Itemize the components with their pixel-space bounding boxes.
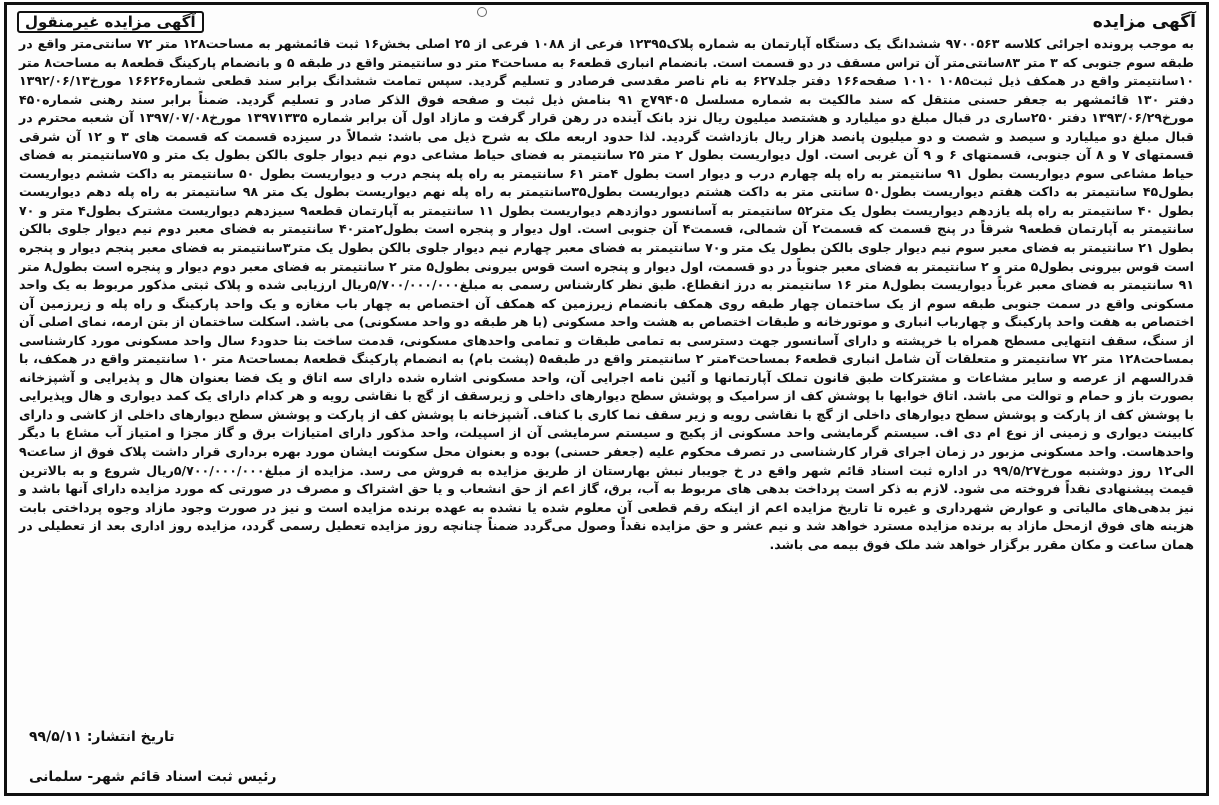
auction-notice [4,2,1209,796]
publish-date: تاریخ انتشار: ۹۹/۵/۱۱ [29,729,175,745]
notice-title: آگهی مزایده [1092,12,1196,32]
notice-header [17,9,1196,35]
notice-signature: رئیس ثبت اسناد قائم شهر- سلمانی [29,769,277,785]
notice-badge: آگهی مزایده غیرمنقول [17,11,204,33]
notice-body [19,35,1194,554]
notice-paragraph: به موجب پرونده اجرائی کلاسه ۹۷۰۰۵۶۳ ششدانگ یک دستگاه آپارتمان به شماره پلاک۱۲۳۹۵ فرعی از ۱۰۸۸ فرعی از ۲۵ اصلی بخش۱۶ ثبت قائمشهر به مساحت۱۲۸ متر ۷۲ سانتی‌متر واقع در طبقه سوم جنوبی که ۳ متر ۸۳سانتی‌متر آن تراس مسقف در دو قسمت است. بانضمام انباری قطعه۶ به مساحت۴ متر دو سانتیمتر واقع در طبقه ۵ و بانضمام پارکینگ قطعه۸ به مساحت۸ متر ۱۰سانتیمتر واقع در همکف ذیل ثبت۱۰۸۵ ۱۰۱۰ صفحه۱۶۶ دفتر جلد۶۲۷ به نام ناصر مقدسی فرصادر و تسلیم گردید. سپس تمامت ششدانگ برابر سند قطعی شماره۱۶۶۲۶ مورخ۱۳۹۲/۰۶/۱۳ دفتر ۱۳۰ قائمشهر به جعفر حسنی منتقل که سند مالکیت به شماره مسلسل ۷۹۴۰۵ج ۹۱ بنامش ذیل ثبت و صفحه فوق الذکر صادر و تسلیم گردید. ضمناً برابر سند رهنی شماره۴۵۰ مورخ۱۳۹۳/۰۶/۲۹ دفتر ۲۵۰ساری در قبال مبلغ دو میلیارد و هشتصد میلیون ریال نزد بانک آینده در رهن قرار گرفت و مازاد اول آن برابر شماره ۱۳۹۷۱۳۳۵ مورخ۱۳۹۷/۰۷/۰۸ آن شعبه محترم در قبال مبلغ دو میلیارد و سیصد و شصت و دو میلیون پانصد هزار ریال بازداشت گردید. لذا حدود اربعه ملک به شرح ذیل می باشد: شمالاً در سیزده قسمت که قسمت های ۳ و ۱۲ آن شرقی قسمتهای ۷ و ۸ آن جنوبی، قسمتهای ۶ و ۹ آن غربی است. اول دیواریست بطول ۲ متر ۲۵ سانتیمتر به فضای حیاط مشاعی دوم نیم دیوار جلوی بالکن بطول یک متر و ۷۵سانتیمتر به فضای حیاط مشاعی سوم دیواریست بطول ۹۱ سانتیمتر به راه پله چهارم درب و دیوار است بطول ۴متر ۶۱ سانتیمتر به راه پله پنجم درب و دیواریست بطول ۵۰ سانتیمتر به داکت ششم دیواریست بطول۴۵ سانتیمتر به داکت هفتم دیواریست بطول۵۰ سانتی متر به داکت هشتم دیواریست بطول۳۵سانتیمتر به راه پله نهم دیواریست بطول یک متر ۹۸ سانتیمتر به راه پله دهم دیواریست بطول ۴۰ سانتیمتر به راه پله یازدهم دیواریست بطول یک متر۵۲ سانتیمتر به آسانسور دوازدهم دیواریست بطول ۱۱ سانتیمتر به آپارتمان قطعه۹ سیزدهم دیواریست مشترک بطول۴ متر و ۷۰ سانتیمتر به آپارتمان قطعه۹ شرقاً در پنج قسمت که قسمت۲ آن شمالی، قسمت۴ آن جنوبی است. اول دیوار و پنجره است بطول۲متر۴۰ سانتیمتر به فضای معبر دوم نیم دیوار جلوی بالکن بطول ۲۱ سانتیمتر به فضای معبر سوم نیم دیوار جلوی بالکن بطول یک متر و۷۰ سانتیمتر به فضای معبر چهارم نیم دیوار جلوی بالکن بطول یک متر۳سانتیمتر به فضای معبر پنجم دیوار و پنجره است قوس بیرونی بطول۵ متر و ۲ سانتیمتر به فضای معبر جنوباً در دو قسمت، اول دیوار و پنجره است قوس بیرونی بطول۵ متر ۲ سانتیمتر به فضای معبر دوم دیوار و پنجره است بطول۸ متر ۹۱ سانتیمتر به فضای معبر غرباً دیواریست بطول۸ متر ۱۶ سانتیمتر به درز انقطاع. طبق نظر کارشناس رسمی به مبلغ۵/۷۰۰/۰۰۰/۰۰۰ریال ارزیابی شده و پلاک ثبتی مذکور مربوط به یک واحد مسکونی واقع در سمت جنوبی طبقه سوم از یک ساختمان چهار طبقه روی همکف بانضمام زیرزمین که همکف آن اختصاص به چهار باب مغازه و یک واحد پارکینگ و راه پله و زیرزمین آن اختصاص به هفت واحد پارکینگ و چهارباب انباری و موتورخانه و طبقات اختصاص به هشت واحد مسکونی (با هر طبقه دو واحد مسکونی) می باشد. اسکلت ساختمان از بتن ارمه، نمای اصلی آن از سنگ، سقف انتهایی مسطح همراه با خرپشته و دارای آسانسور جهت دسترسی به تمامی طبقات و تمامی واحدهای مسکونی، قدمت ساخت بنا حدود۶ سال واحد مسکونی مورد کارشناسی بمساحت۱۲۸ متر ۷۲ سانتیمتر و متعلقات آن شامل انباری قطعه۶ بمساحت۴متر ۲ سانتیمتر واقع در طبقه۵ (پشت بام) به انضمام پارکینگ قطعه۸ بمساحت۸ متر ۱۰ سانتیمتر واقع در همکف، با قدرالسهم از عرصه و سایر مشاعات و مشترکات طبق قانون تملک آپارتمانها و آئین نامه اجرایی آن، واحد مسکونی اشاره شده دارای سه اتاق و یک فضا بعنوان هال و پذیرایی و آشپزخانه بصورت باز و حمام و توالت می باشد. اتاق خوابها با پوشش کف از سرامیک و پوشش سطح دیوارهای داخلی و زیرسقف از گچ با نقاشی رویه و هر کدام دارای یک کمد دیواری و هال وپذیرایی با پوشش کف از پارکت و پوشش سطح دیوارهای داخلی از گچ با نقاشی رویه و زیر سقف نما کاری با کناف. آشپزخانه با پوشش کف از پارکت و پوشش سطح دیوارهای داخلی از کاشی و دارای کابینت دیواری و زمینی از نوع ام دی اف. سیستم گرمایشی واحد مسکونی از پکیج و سیستم سرمایشی آن از اسپیلت، واحد مذکور دارای امتیازات برق و گاز مجزا و امتیاز آب مشاع با دیگر واحدهاست. واحد مسکونی مزبور در زمان اجرای قرار کارشناسی در تصرف محکوم علیه (جعفر حسنی) بوده و بعنوان محل سکونت ایشان مورد بهره برداری قرار داشت پلاک فوق از ساعت۹ الی۱۲ روز دوشنبه مورخ۹۹/۵/۲۷ در اداره ثبت اسناد قائم شهر واقع در خ جویبار نبش بهارستان از طریق مزایده به فروش می رسد. مزایده از مبلغ۵/۷۰۰/۰۰۰/۰۰۰ریال شروع و به بالاترین قیمت پیشنهادی نقداً فروخته می شود. لازم به ذکر است پرداخت بدهی های مربوط به آب، برق، گاز اعم از حق انشعاب و یا حق اشتراک و مصرف در صورتی که مورد مزایده دارای آنها باشد و نیز بدهی‌های مالیاتی و عوارض شهرداری و غیره تا تاریخ مزایده اعم از اینکه رقم قطعی آن معلوم شده یا نشده به عهده برنده مزایده است و نیز در صورت وجود مازاد وجوه پرداختی بابت هزینه های فوق ازمحل مازاد به برنده مزایده مسترد خواهد شد و نیم عشر و حق مزایده نقداً وصول می‌گردد ضمناً چنانچه روز مزایده تعطیل رسمی گردد، مزایده روز اداری بعد از تعطیلی در همان ساعت و مکان مقرر برگزار خواهد شد ملک فوق بیمه می باشد. [19,36,1195,552]
